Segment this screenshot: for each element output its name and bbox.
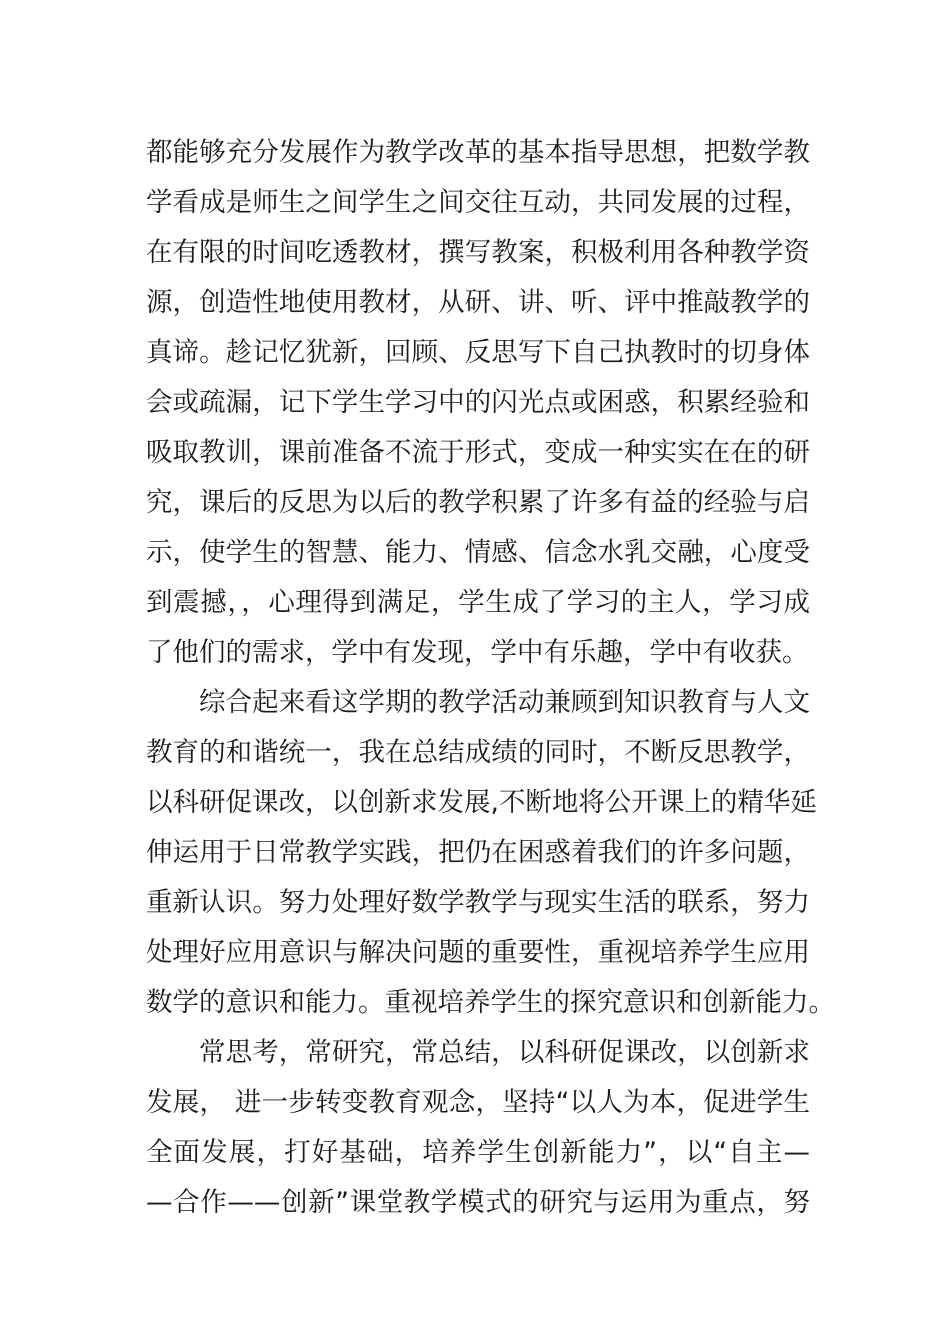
text-line: 都能够充分发展作为教学改革的基本指导思想，把数学教 [146, 137, 810, 168]
text-line: 会或疏漏，记下学生学习中的闪光点或困惑，积累经验和 [146, 387, 810, 418]
text-line: —合作——创新”课堂教学模式的研究与运用为重点，努 [146, 1187, 810, 1218]
text-line: 到震撼，，心理得到满足，学生成了学习的主人，学习成 [146, 587, 810, 618]
text-line: 发展， 进一步转变教育观念，坚持“以人为本，促进学生 [146, 1087, 810, 1118]
text-line: 在有限的时间吃透教材，撰写教案，积极利用各种教学资 [146, 237, 810, 268]
paragraph-1 [146, 128, 810, 678]
text-line: 了他们的需求，学中有发现，学中有乐趣，学中有收获。 [146, 637, 809, 668]
document-body [146, 128, 835, 1228]
text-line: 源，创造性地使用教材，从研、讲、听、评中推敲教学的 [146, 287, 810, 318]
text-line: 吸取教训，课前准备不流于形式，变成一种实实在在的研 [146, 437, 810, 468]
text-line: 示，使学生的智慧、能力、情感、信念水乳交融，心度受 [146, 537, 810, 568]
text-line: 处理好应用意识与解决问题的重要性，重视培养学生应用 [146, 937, 810, 968]
text-line: 学看成是师生之间学生之间交往互动，共同发展的过程， [146, 187, 810, 218]
text-line: 伸运用于日常教学实践，把仍在困惑着我们的许多问题， [146, 837, 810, 868]
paragraph-2 [146, 678, 835, 1028]
text-line: 教育的和谐统一，我在总结成绩的同时，不断反思教学， [146, 737, 810, 768]
text-line: 数学的意识和能力。重视培养学生的探究意识和创新能力。 [146, 987, 835, 1018]
text-line: 真谛。趁记忆犹新，回顾、反思写下自己执教时的切身体 [146, 337, 810, 368]
text-line: 以科研促课改，以创新求发展,不断地将公开课上的精华延 [146, 787, 817, 818]
text-line: 全面发展，打好基础，培养学生创新能力”，以“自主— [146, 1137, 810, 1168]
text-line: 综合起来看这学期的教学活动兼顾到知识教育与人文 [199, 687, 810, 718]
text-line: 重新认识。努力处理好数学教学与现实生活的联系，努力 [146, 887, 810, 918]
text-line: 常思考，常研究，常总结，以科研促课改，以创新求 [199, 1037, 810, 1068]
text-line: 究，课后的反思为以后的教学积累了许多有益的经验与启 [146, 487, 810, 518]
paragraph-3 [146, 1028, 810, 1228]
